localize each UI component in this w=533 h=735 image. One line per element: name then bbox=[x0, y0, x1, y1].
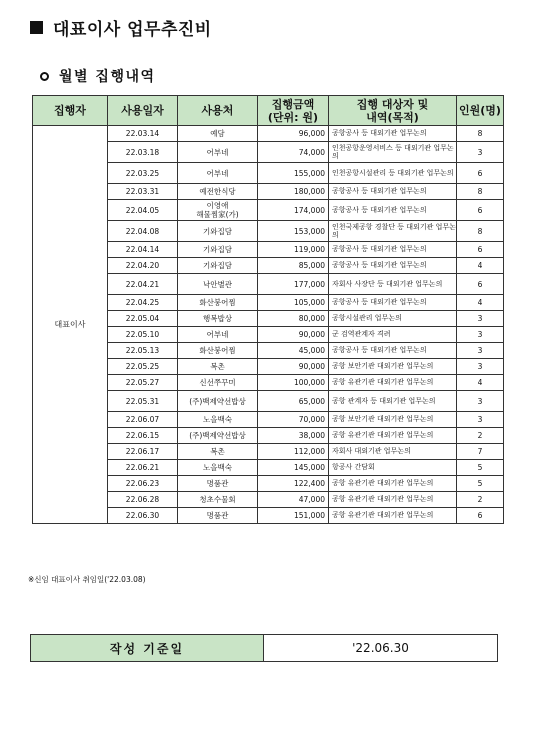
people-cell: 8 bbox=[457, 221, 504, 242]
place-cell: 낙안별관 bbox=[178, 274, 258, 295]
description-cell: 공항 유관기관 대외기관 업무논의 bbox=[329, 375, 457, 391]
people-cell: 6 bbox=[457, 508, 504, 524]
description-cell: 인천공항시설관리 등 대외기관 업무논의 bbox=[329, 163, 457, 184]
place-cell: 어부네 bbox=[178, 327, 258, 343]
amount-cell: 105,000 bbox=[258, 295, 329, 311]
amount-cell: 177,000 bbox=[258, 274, 329, 295]
description-cell: 공항공사 등 대외기관 업무논의 bbox=[329, 126, 457, 142]
people-cell: 6 bbox=[457, 163, 504, 184]
description-cell: 인천공항운영서비스 등 대외기관 업무논의 bbox=[329, 142, 457, 163]
people-cell: 3 bbox=[457, 327, 504, 343]
table-row bbox=[33, 126, 504, 142]
reference-date-value: '22.06.30 bbox=[264, 635, 498, 662]
date-cell: 22.05.10 bbox=[108, 327, 178, 343]
amount-cell: 153,000 bbox=[258, 221, 329, 242]
people-cell: 8 bbox=[457, 126, 504, 142]
subsection-title-text: 월별 집행내역 bbox=[59, 69, 156, 85]
amount-cell: 45,000 bbox=[258, 343, 329, 359]
place-cell: 기와집담 bbox=[178, 258, 258, 274]
amount-cell: 85,000 bbox=[258, 258, 329, 274]
date-cell: 22.06.21 bbox=[108, 460, 178, 476]
reference-date-table bbox=[30, 634, 498, 662]
date-cell: 22.04.05 bbox=[108, 200, 178, 221]
circle-bullet-icon bbox=[40, 72, 49, 81]
place-cell: (주)백제약선밥상 bbox=[178, 428, 258, 444]
place-cell: 신선쭈꾸미 bbox=[178, 375, 258, 391]
people-cell: 7 bbox=[457, 444, 504, 460]
header-place: 사용처 bbox=[178, 96, 258, 126]
amount-cell: 38,000 bbox=[258, 428, 329, 444]
amount-cell: 112,000 bbox=[258, 444, 329, 460]
place-cell: 노을백숙 bbox=[178, 460, 258, 476]
place-cell: 명품관 bbox=[178, 508, 258, 524]
date-cell: 22.03.25 bbox=[108, 163, 178, 184]
people-cell: 6 bbox=[457, 242, 504, 258]
table-body bbox=[33, 126, 504, 524]
footnote: ※신임 대표이사 취임일('22.03.08) bbox=[28, 575, 146, 584]
date-cell: 22.03.18 bbox=[108, 142, 178, 163]
place-cell: 이영애 해물찜家(가) bbox=[178, 200, 258, 221]
description-cell: 공항 유관기관 대외기관 업무논의 bbox=[329, 476, 457, 492]
people-cell: 3 bbox=[457, 391, 504, 412]
description-cell: 항공사 간담회 bbox=[329, 460, 457, 476]
amount-cell: 100,000 bbox=[258, 375, 329, 391]
description-cell: 공항공사 등 대외기관 업무논의 bbox=[329, 258, 457, 274]
description-cell: 공항공사 등 대외기관 업무논의 bbox=[329, 295, 457, 311]
place-cell: 행복밥상 bbox=[178, 311, 258, 327]
people-cell: 4 bbox=[457, 258, 504, 274]
date-cell: 22.04.21 bbox=[108, 274, 178, 295]
reference-date-label: 작성 기준일 bbox=[31, 635, 264, 662]
place-cell: 어부네 bbox=[178, 142, 258, 163]
people-cell: 3 bbox=[457, 311, 504, 327]
header-people: 인원(명) bbox=[457, 96, 504, 126]
header-date: 사용일자 bbox=[108, 96, 178, 126]
place-cell: 노을백숙 bbox=[178, 412, 258, 428]
place-cell: 청초수물회 bbox=[178, 492, 258, 508]
amount-cell: 151,000 bbox=[258, 508, 329, 524]
people-cell: 4 bbox=[457, 295, 504, 311]
description-cell: 공항 보안기관 대외기관 업무논의 bbox=[329, 359, 457, 375]
subsection-title bbox=[40, 66, 156, 86]
date-cell: 22.06.30 bbox=[108, 508, 178, 524]
header-executor: 집행자 bbox=[33, 96, 108, 126]
expense-table bbox=[32, 95, 504, 524]
amount-cell: 180,000 bbox=[258, 184, 329, 200]
amount-cell: 74,000 bbox=[258, 142, 329, 163]
description-cell: 공항공사 등 대외기관 업무논의 bbox=[329, 184, 457, 200]
place-cell: (주)백제약선밥상 bbox=[178, 391, 258, 412]
people-cell: 3 bbox=[457, 343, 504, 359]
description-cell: 공항 유관기관 대외기관 업무논의 bbox=[329, 508, 457, 524]
people-cell: 2 bbox=[457, 428, 504, 444]
date-cell: 22.04.25 bbox=[108, 295, 178, 311]
amount-cell: 145,000 bbox=[258, 460, 329, 476]
date-cell: 22.05.04 bbox=[108, 311, 178, 327]
description-cell: 공항시설관리 업무논의 bbox=[329, 311, 457, 327]
place-cell: 명품관 bbox=[178, 476, 258, 492]
place-cell: 어부네 bbox=[178, 163, 258, 184]
people-cell: 5 bbox=[457, 460, 504, 476]
date-cell: 22.06.23 bbox=[108, 476, 178, 492]
people-cell: 3 bbox=[457, 412, 504, 428]
people-cell: 3 bbox=[457, 359, 504, 375]
table-header-row bbox=[33, 96, 504, 126]
place-cell: 예담 bbox=[178, 126, 258, 142]
section-title bbox=[30, 14, 212, 40]
amount-cell: 96,000 bbox=[258, 126, 329, 142]
square-bullet-icon bbox=[30, 21, 43, 34]
people-cell: 4 bbox=[457, 375, 504, 391]
people-cell: 3 bbox=[457, 142, 504, 163]
description-cell: 공항 관계자 등 대외기관 업무논의 bbox=[329, 391, 457, 412]
description-cell: 공항공사 등 대외기관 업무논의 bbox=[329, 242, 457, 258]
header-description: 집행 대상자 및 내역(목적) bbox=[329, 96, 457, 126]
amount-cell: 90,000 bbox=[258, 359, 329, 375]
people-cell: 6 bbox=[457, 200, 504, 221]
place-cell: 복촌 bbox=[178, 359, 258, 375]
amount-cell: 119,000 bbox=[258, 242, 329, 258]
date-cell: 22.03.31 bbox=[108, 184, 178, 200]
people-cell: 2 bbox=[457, 492, 504, 508]
date-cell: 22.05.31 bbox=[108, 391, 178, 412]
people-cell: 6 bbox=[457, 274, 504, 295]
header-amount: 집행금액 (단위: 원) bbox=[258, 96, 329, 126]
place-cell: 화산붕어찜 bbox=[178, 295, 258, 311]
description-cell: 자회사 대외기관 업무논의 bbox=[329, 444, 457, 460]
date-cell: 22.06.15 bbox=[108, 428, 178, 444]
people-cell: 8 bbox=[457, 184, 504, 200]
place-cell: 기와집담 bbox=[178, 221, 258, 242]
description-cell: 공항 보안기관 대외기관 업무논의 bbox=[329, 412, 457, 428]
date-cell: 22.04.20 bbox=[108, 258, 178, 274]
amount-cell: 155,000 bbox=[258, 163, 329, 184]
description-cell: 자회사 사장단 등 대외기관 업무논의 bbox=[329, 274, 457, 295]
description-cell: 공항공사 등 대외기관 업무논의 bbox=[329, 343, 457, 359]
place-cell: 기와집담 bbox=[178, 242, 258, 258]
date-cell: 22.06.07 bbox=[108, 412, 178, 428]
people-cell: 5 bbox=[457, 476, 504, 492]
description-cell: 군 검역관계자 격려 bbox=[329, 327, 457, 343]
amount-cell: 174,000 bbox=[258, 200, 329, 221]
place-cell: 예전한식당 bbox=[178, 184, 258, 200]
date-cell: 22.05.25 bbox=[108, 359, 178, 375]
section-title-text: 대표이사 업무추진비 bbox=[53, 19, 212, 40]
place-cell: 화산붕어찜 bbox=[178, 343, 258, 359]
description-cell: 공항 유관기관 대외기관 업무논의 bbox=[329, 492, 457, 508]
date-cell: 22.05.27 bbox=[108, 375, 178, 391]
date-cell: 22.04.14 bbox=[108, 242, 178, 258]
date-cell: 22.04.08 bbox=[108, 221, 178, 242]
amount-cell: 47,000 bbox=[258, 492, 329, 508]
description-cell: 인천국제공항 경찰단 등 대외기관 업무논의 bbox=[329, 221, 457, 242]
amount-cell: 70,000 bbox=[258, 412, 329, 428]
date-cell: 22.05.13 bbox=[108, 343, 178, 359]
amount-cell: 80,000 bbox=[258, 311, 329, 327]
amount-cell: 65,000 bbox=[258, 391, 329, 412]
date-cell: 22.06.17 bbox=[108, 444, 178, 460]
description-cell: 공항 유관기관 대외기관 업무논의 bbox=[329, 428, 457, 444]
amount-cell: 90,000 bbox=[258, 327, 329, 343]
date-cell: 22.06.28 bbox=[108, 492, 178, 508]
amount-cell: 122,400 bbox=[258, 476, 329, 492]
date-cell: 22.03.14 bbox=[108, 126, 178, 142]
place-cell: 복촌 bbox=[178, 444, 258, 460]
description-cell: 공항공사 등 대외기관 업무논의 bbox=[329, 200, 457, 221]
executor-cell: 대표이사 bbox=[33, 126, 108, 524]
